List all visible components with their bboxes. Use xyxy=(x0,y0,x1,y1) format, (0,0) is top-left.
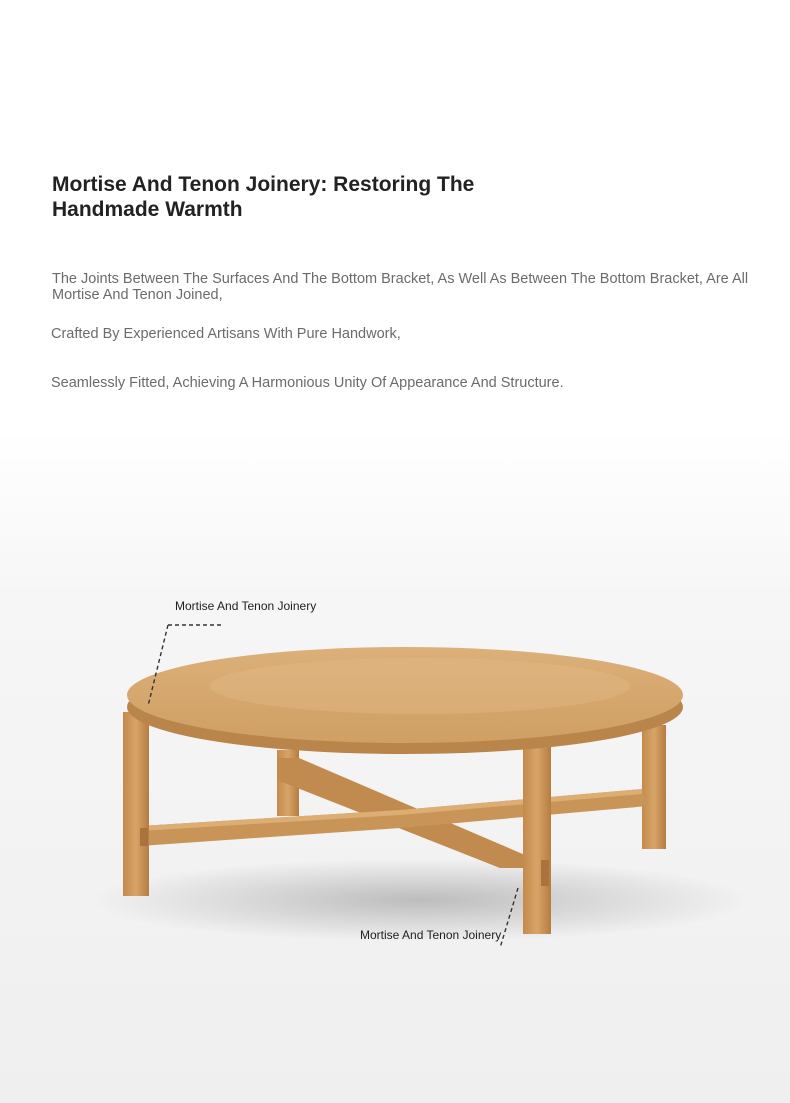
description-paragraph-handwork: Crafted By Experienced Artisans With Pure Handwork, xyxy=(51,326,401,342)
coffee-table-illustration xyxy=(0,560,790,980)
mortise-joint-left xyxy=(140,828,148,846)
description-paragraph-unity: Seamlessly Fitted, Achieving A Harmonious Unity Of Appearance And Structure. xyxy=(51,375,564,391)
description-paragraph-joints: The Joints Between The Surfaces And The Bottom Bracket, As Well As Between The Bottom Bracket, Are All Mortise And Tenon Joined, xyxy=(52,271,749,303)
table-leg-front-left xyxy=(123,712,149,896)
page-title-line-1: Mortise And Tenon Joinery: Restoring The xyxy=(52,173,475,196)
table-leg-front-right xyxy=(523,740,551,934)
page-title-line-2: Handmade Warmth xyxy=(52,198,243,221)
page-title xyxy=(52,172,572,222)
mortise-joint-right xyxy=(541,860,549,886)
table-leg-back-right xyxy=(642,725,666,849)
callout-label-top: Mortise And Tenon Joinery xyxy=(175,599,317,613)
table-top-highlight xyxy=(210,658,630,714)
callout-label-bottom: Mortise And Tenon Joinery xyxy=(360,928,502,942)
